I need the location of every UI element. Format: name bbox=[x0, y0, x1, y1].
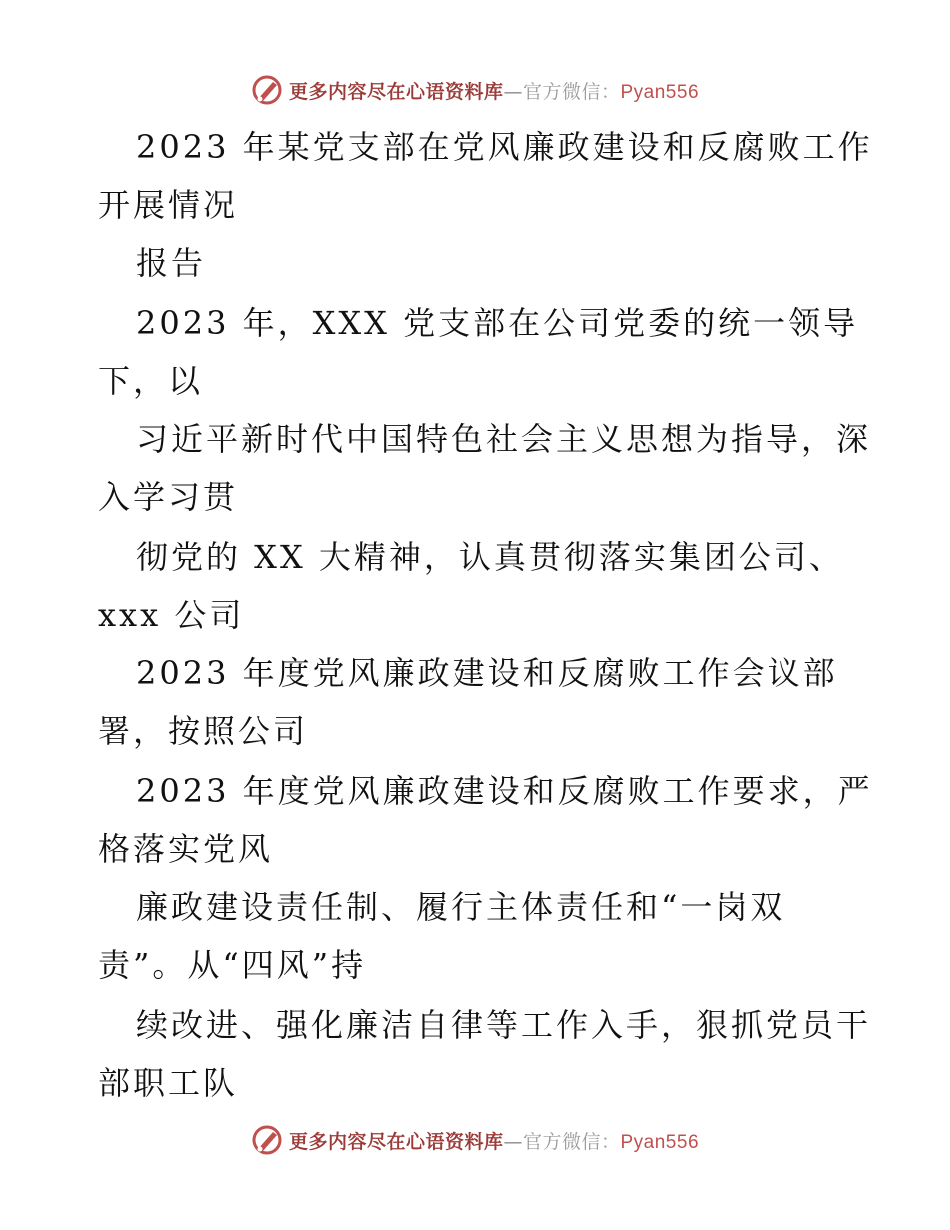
banner-brand: 更多内容尽在心语资料库 bbox=[288, 1130, 504, 1153]
paragraph-line: xxx 公司 bbox=[98, 596, 245, 634]
banner-dash: — bbox=[503, 1130, 523, 1153]
paragraph-line: 下，以 bbox=[98, 362, 204, 400]
banner-wechat-id: Pyan556 bbox=[620, 1131, 700, 1153]
header-banner bbox=[0, 70, 950, 110]
paragraph-line: 部职工队 bbox=[98, 1064, 239, 1102]
paragraph-line: 续改进、强化廉洁自律等工作入手，狠抓党员干 bbox=[136, 1006, 872, 1044]
banner-content bbox=[251, 1124, 699, 1156]
paragraph-line: 格落实党风 bbox=[98, 830, 274, 868]
banner-wechat-label: 官方微信： bbox=[522, 1130, 621, 1153]
paragraph-line: 习近平新时代中国特色社会主义思想为指导，深 bbox=[136, 420, 872, 458]
paragraph-line: 2023 年，XXX 党支部在公司党委的统一领导 bbox=[136, 304, 859, 342]
banner-wechat-id: Pyan556 bbox=[620, 81, 700, 103]
paragraph-line: 廉政建设责任制、履行主体责任和“一岗双 bbox=[136, 888, 786, 926]
banner-wechat-label: 官方微信： bbox=[522, 80, 621, 103]
pen-seal-icon bbox=[251, 74, 283, 106]
paragraph-line: 2023 年度党风廉政建设和反腐败工作会议部 bbox=[136, 654, 838, 692]
banner-content bbox=[251, 74, 699, 106]
paragraph-line: 责”。从“四风”持 bbox=[98, 946, 367, 984]
paragraph-line: 署，按照公司 bbox=[98, 712, 309, 750]
paragraph-line: 彻党的 XX 大精神，认真贯彻落实集团公司、 bbox=[136, 538, 844, 576]
pen-seal-icon bbox=[251, 1124, 283, 1156]
title-line-2: 开展情况 bbox=[98, 186, 239, 224]
paragraph-line: 入学习贯 bbox=[98, 478, 239, 516]
banner-brand: 更多内容尽在心语资料库 bbox=[288, 80, 504, 103]
banner-dash: — bbox=[503, 80, 523, 103]
paragraph-line: 2023 年度党风廉政建设和反腐败工作要求，严 bbox=[136, 772, 873, 810]
footer-banner bbox=[0, 1120, 950, 1160]
title-line-1: 2023 年某党支部在党风廉政建设和反腐败工作 bbox=[136, 128, 873, 166]
title-line-3: 报告 bbox=[136, 244, 207, 282]
